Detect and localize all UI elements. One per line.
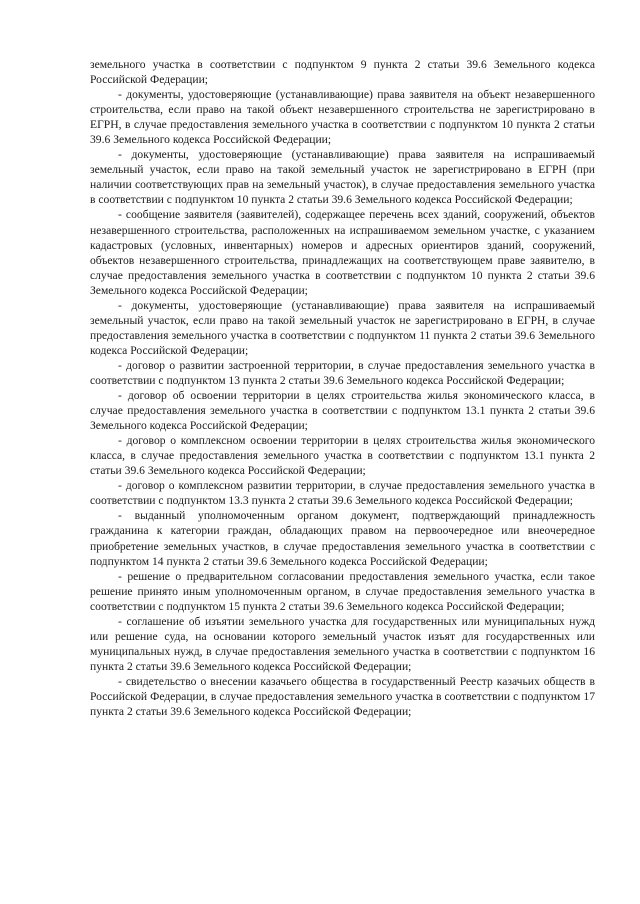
paragraph-priority-category-document: - выданный уполномоченным органом документ, подтверждающий принадлежность гражданина к категории граждан, обладающих правом на первоочередное или внеочередное приобретение земельных участков, в случае предоставления земельного участка в соответствии с подпунктом 14 пункта 2 статьи 39.6 Земельного кодекса Российской Федерации;: [90, 509, 595, 568]
paragraph-built-up-territory-agreement: - договор о развитии застроенной территории, в случае предоставления земельного участка в соответствии с подпунктом 13 пункта 2 статьи 39.6 Земельного кодекса Российской Федерации;: [90, 358, 595, 387]
document-page: [90, 57, 595, 719]
paragraph-land-plot-rights-11: - документы, удостоверяющие (устанавливающие) права заявителя на испрашиваемый земельный участок, если право на такой земельный участок не зарегистрировано в ЕГРН, в случае предоставления земельного участка в соответствии с подпунктом 11 пункта 2 статьи 39.6 Земельного кодекса Российской Федерации;: [90, 298, 595, 357]
paragraph-buildings-list-message: - сообщение заявителя (заявителей), содержащее перечень всех зданий, сооружений, объектов незавершенного строительства, расположенных на испрашиваемом земельном участке, с указанием кадастровых (условных, инвентарных) номеров и адресных ориентиров зданий, сооружений, объектов незавершенного строительства, принадлежащих на соответствующем праве заявителю, в случае предоставления земельного участка в соответствии с подпунктом 10 пункта 2 статьи 39.6 Земельного кодекса Российской Федерации;: [90, 208, 595, 297]
paragraph-seizure-agreement: - соглашение об изъятии земельного участка для государственных или муниципальных нужд или решение суда, на основании которого земельный участок изъят для государственных или муниципальных нужд, в случае предоставления земельного участка в соответствии с подпунктом 16 пункта 2 статьи 39.6 Земельного кодекса Российской Федерации;: [90, 614, 595, 673]
paragraph-unfinished-construction-rights: - документы, удостоверяющие (устанавливающие) права заявителя на объект незавершенного строительства, если право на такой объект незавершенного строительства не зарегистрировано в ЕГРН, в случае предоставления земельного участка в соответствии с подпунктом 10 пункта 2 статьи 39.6 Земельного кодекса Российской Федерации;: [90, 88, 595, 147]
paragraph-complex-development-agreement: - договор о комплексном освоении территории в целях строительства жилья экономического класса, в случае предоставления земельного участка в соответствии с подпунктом 13.1 пункта 2 статьи 39.6 Земельного кодекса Российской Федерации;: [90, 434, 595, 478]
paragraph-territory-development-agreement: - договор об освоении территории в целях строительства жилья экономического класса, в случае предоставления земельного участка в соответствии с подпунктом 13.1 пункта 2 статьи 39.6 Земельного кодекса Российской Федерации;: [90, 389, 595, 433]
paragraph-continuation: земельного участка в соответствии с подпунктом 9 пункта 2 статьи 39.6 Земельного кодекса Российской Федерации;: [90, 58, 595, 87]
paragraph-preliminary-approval-decision: - решение о предварительном согласовании предоставления земельного участка, если такое решение принято иным уполномоченным органом, в случае предоставления земельного участка в соответствии с подпунктом 15 пункта 2 статьи 39.6 Земельного кодекса Российской Федерации;: [90, 569, 595, 613]
paragraph-cossack-society-certificate: - свидетельство о внесении казачьего общества в государственный Реестр казачьих обществ в Российской Федерации, в случае предоставления земельного участка в соответствии с подпунктом 17 пункта 2 статьи 39.6 Земельного кодекса Российской Федерации;: [90, 674, 595, 719]
paragraph-complex-territory-development: - договор о комплексном развитии территории, в случае предоставления земельного участка в соответствии с подпунктом 13.3 пункта 2 статьи 39.6 Земельного кодекса Российской Федерации;: [90, 479, 595, 508]
paragraph-land-plot-rights: - документы, удостоверяющие (устанавливающие) права заявителя на испрашиваемый земельный участок, если право на такой земельный участок не зарегистрировано в ЕГРН (при наличии соответствующих прав на земельный участок), в случае предоставления земельного участка в соответствии с подпунктом 10 пункта 2 статьи 39.6 Земельного кодекса Российской Федерации;: [90, 148, 595, 207]
